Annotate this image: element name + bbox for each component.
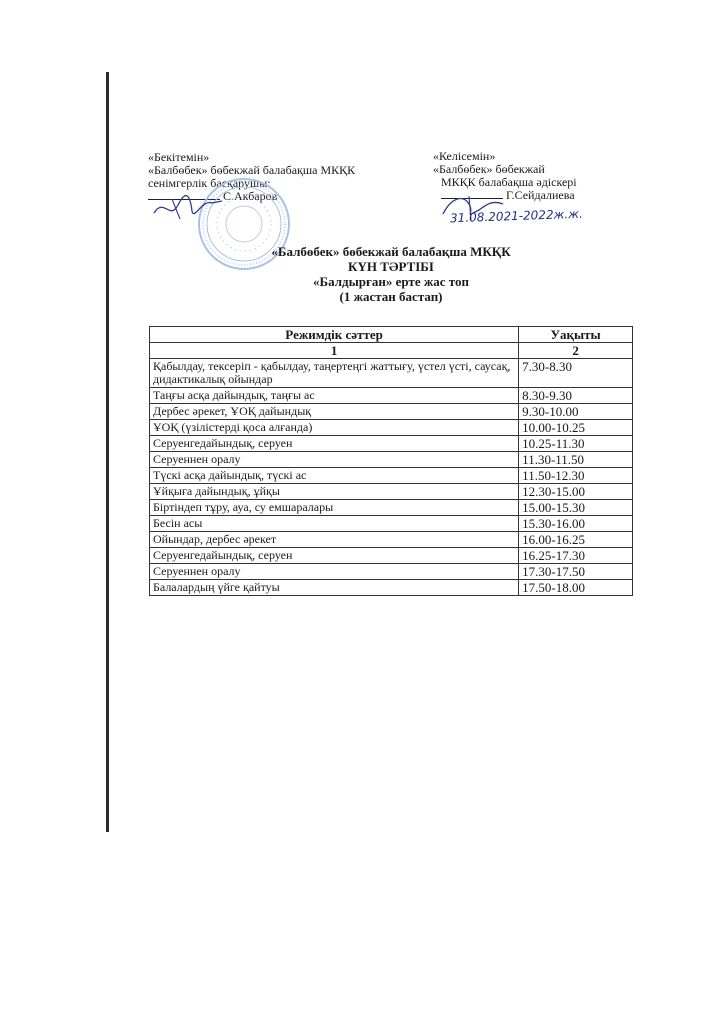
age-title: (1 жастан бастап) xyxy=(339,289,443,304)
approval-signer: С.Акбаров xyxy=(223,189,278,203)
approval-signature-icon xyxy=(150,191,226,225)
table-header-row xyxy=(150,327,633,343)
table-number-row xyxy=(150,343,633,359)
row-activity: Біртіндеп тұру, ауа, су емшаралары xyxy=(150,500,519,516)
table-row xyxy=(150,420,633,436)
table-row xyxy=(150,388,633,404)
row-time: 7.30-8.30 xyxy=(519,359,633,388)
row-time: 11.50-12.30 xyxy=(519,468,633,484)
org-title: «Балбөбек» бөбекжай балабақша МКҚК xyxy=(271,244,511,259)
table-row xyxy=(150,359,633,388)
table-row xyxy=(150,484,633,500)
agreement-signer: Г.Сейдалиева xyxy=(506,188,575,202)
table-row xyxy=(150,452,633,468)
table-row xyxy=(150,468,633,484)
table-row xyxy=(150,580,633,596)
row-time: 9.30-10.00 xyxy=(519,404,633,420)
row-activity: Ойындар, дербес әрекет xyxy=(150,532,519,548)
row-time: 12.30-15.00 xyxy=(519,484,633,500)
approval-org: «Балбөбек» бөбекжай балабақша МКҚК xyxy=(148,163,356,177)
row-activity: Түскі асқа дайындық, түскі ас xyxy=(150,468,519,484)
handwritten-date: 31.08.2021-2022ж.ж. xyxy=(449,206,584,226)
group-title: «Балдырған» ерте жас топ xyxy=(313,274,469,289)
table-row xyxy=(150,548,633,564)
row-activity: Таңғы асқа дайындық, таңғы ас xyxy=(150,388,519,404)
schedule-table xyxy=(149,326,633,596)
row-time: 10.00-10.25 xyxy=(519,420,633,436)
table-row xyxy=(150,436,633,452)
row-activity: Серуеннен оралу xyxy=(150,452,519,468)
row-activity: Серуенгедайындық, серуен xyxy=(150,548,519,564)
document-titles xyxy=(150,244,632,304)
agreement-heading: «Келісемін» xyxy=(433,149,496,163)
col-number-1: 1 xyxy=(150,343,519,359)
row-time: 11.30-11.50 xyxy=(519,452,633,468)
row-activity: Бесін асы xyxy=(150,516,519,532)
row-time: 16.00-16.25 xyxy=(519,532,633,548)
row-activity: ҰОҚ (үзілістерді қоса алғанда) xyxy=(150,420,519,436)
table-row xyxy=(150,404,633,420)
col-number-2: 2 xyxy=(519,343,633,359)
row-time: 15.00-15.30 xyxy=(519,500,633,516)
table-row xyxy=(150,564,633,580)
row-activity: Ұйқыға дайындық, ұйқы xyxy=(150,484,519,500)
row-activity: Қабылдау, тексеріп - қабылдау, таңертеңгі жаттығу, үстел үсті, саусақ, дидактикалық ойындар xyxy=(150,359,519,388)
agreement-position: МКҚК балабақша әдіскері xyxy=(441,175,577,189)
doc-title: КҮН ТӘРТІБІ xyxy=(348,259,434,274)
header-time: Уақыты xyxy=(519,327,633,343)
row-time: 17.30-17.50 xyxy=(519,564,633,580)
table-row xyxy=(150,500,633,516)
binding-line xyxy=(106,72,109,832)
row-activity: Серуенгедайындық, серуен xyxy=(150,436,519,452)
agreement-org: «Балбөбек» бөбекжай xyxy=(433,162,545,176)
row-time: 10.25-11.30 xyxy=(519,436,633,452)
row-activity: Серуеннен оралу xyxy=(150,564,519,580)
row-activity: Балалардың үйге қайтуы xyxy=(150,580,519,596)
row-time: 17.50-18.00 xyxy=(519,580,633,596)
row-time: 15.30-16.00 xyxy=(519,516,633,532)
table-row xyxy=(150,532,633,548)
approval-heading: «Бекітемін» xyxy=(148,150,210,164)
table-row xyxy=(150,516,633,532)
row-time: 8.30-9.30 xyxy=(519,388,633,404)
row-activity: Дербес әрекет, ҰОҚ дайындық xyxy=(150,404,519,420)
approval-position: сенімгерлік басқарушы: xyxy=(148,176,271,190)
row-time: 16.25-17.30 xyxy=(519,548,633,564)
header-activity: Режимдік сәттер xyxy=(150,327,519,343)
